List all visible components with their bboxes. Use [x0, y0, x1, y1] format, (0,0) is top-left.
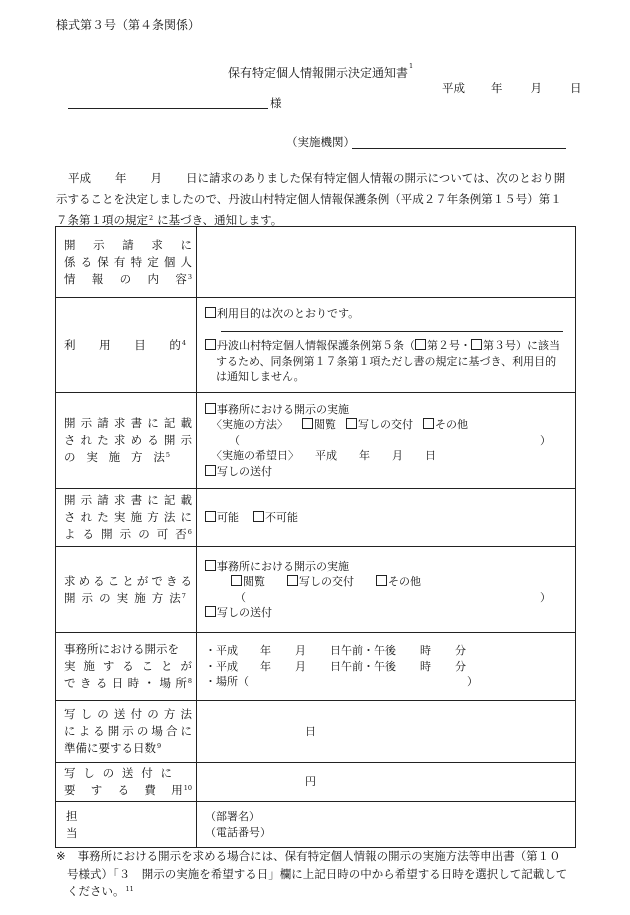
addressee-suffix: 様	[270, 96, 282, 110]
place-field[interactable]: ・場所（ ）	[205, 675, 478, 689]
value-cost[interactable]: 円	[197, 763, 576, 802]
checkbox-viewing[interactable]	[302, 418, 313, 429]
value-prep-days[interactable]: 日	[197, 701, 576, 763]
value-purpose: 利用目的は次のとおりです。 丹波山村特定個人情報保護条例第５条（ 第２号・ 第３号）に該当 するため、同条例第１７条第１項ただし書の規定に基づき、利用目的 は通知しません。	[197, 298, 576, 393]
checkbox-mail-copy-2[interactable]	[205, 606, 216, 617]
row-feasibility	[56, 489, 576, 547]
purpose-write-line[interactable]	[221, 321, 563, 332]
checkbox-purpose-withheld[interactable]	[205, 339, 216, 350]
intro-paragraph: 平成 年 月 日に請求のありました保有特定個人情報の開示については、次のとおり開 示することを決定しましたので、丹波山村特定個人情報保護条例（平成２７年条例第１５号）第１ ７条第１項の規定$^2$ に基づき、通知します。	[56, 171, 566, 227]
checkbox-clause-2[interactable]	[415, 339, 426, 350]
row-available-method	[56, 547, 576, 633]
row-datetime-place	[56, 633, 576, 701]
checkbox-possible[interactable]	[205, 511, 216, 522]
datetime-option-1: ・平成 年 月 日午前・午後 時 分	[205, 644, 466, 658]
row-cost	[56, 763, 576, 802]
value-content[interactable]	[197, 227, 576, 298]
label-cost: 写 し の 送 付 に 要 す る 費 用$^{10}$	[56, 763, 197, 802]
issue-date: 平成 年 月 日	[442, 81, 582, 95]
checkbox-copy-delivery[interactable]	[346, 418, 357, 429]
value-datetime-place	[197, 633, 576, 701]
agency-label: （実施機関）	[286, 135, 355, 149]
label-prep-days: 写 し の 送 付 の 方 法 に よ る 開 示 の 場 合 に 準備に要する日数$^9$	[56, 701, 197, 763]
value-requested-method: 事務所における開示の実施 〈実施の方法〉 閲覧 写しの交付 その他 （ ） 〈実施の希望日〉 平成 年 月 日 写しの送付	[197, 393, 576, 489]
label-contact: 担当	[56, 802, 197, 848]
checkbox-purpose-stated[interactable]	[205, 307, 216, 318]
value-available-method: 事務所における開示の実施 閲覧 写しの交付 その他 （ ） 写しの送付	[197, 547, 576, 633]
checkbox-viewing-2[interactable]	[231, 575, 242, 586]
label-requested-method: 開 示 請 求 書 に 記 載 さ れ た 求 め る 開 示 の 実 施 方 法$^5$	[56, 393, 197, 489]
footnote: ※ 事務所における開示を求める場合には、保有特定個人情報の開示の実施方法等申出書（第１０ 号様式）「３ 開示の実施を希望する日」欄に上記日時の中から希望する日時を選択して記載して ください。$^{11}$	[56, 849, 568, 898]
checkbox-office-disclosure-2[interactable]	[205, 560, 216, 571]
checkbox-office-disclosure[interactable]	[205, 403, 216, 414]
addressee-line	[68, 108, 268, 109]
checkbox-copy-delivery-2[interactable]	[287, 575, 298, 586]
value-contact	[197, 802, 576, 848]
row-prep-days	[56, 701, 576, 763]
value-feasibility: 可能 不可能	[197, 489, 576, 547]
checkbox-mail-copy[interactable]	[205, 465, 216, 476]
phone-field[interactable]: （電話番号）	[205, 825, 271, 839]
form-number: 様式第３号（第４条関係）	[56, 18, 201, 32]
disclosure-table	[55, 226, 576, 848]
row-purpose	[56, 298, 576, 393]
checkbox-other[interactable]	[423, 418, 434, 429]
label-content: 開 示 請 求 に 係 る 保 有 特 定 個 人 情 報 の 内 容$^3$	[56, 227, 197, 298]
checkbox-other-2[interactable]	[376, 575, 387, 586]
label-purpose: 利 用 目 的$^4$	[56, 298, 197, 393]
label-feasibility: 開 示 請 求 書 に 記 載 さ れ た 実 施 方 法 に よ る 開 示 の 可 否$^6$	[56, 489, 197, 547]
label-datetime-place: 事務所における開示を 実 施 す る こ と が で き る 日 時 ・ 場 所$^8$	[56, 633, 197, 701]
row-content	[56, 227, 576, 298]
checkbox-impossible[interactable]	[253, 511, 264, 522]
department-field[interactable]: （部署名）	[205, 810, 260, 824]
row-requested-method	[56, 393, 576, 489]
checkbox-clause-3[interactable]	[471, 339, 482, 350]
label-available-method: 求 め る こ と が で き る 開 示 の 実 施 方 法$^7$	[56, 547, 197, 633]
agency-line	[352, 148, 566, 149]
row-contact	[56, 802, 576, 848]
document-title: 保有特定個人情報開示決定通知書$^1$	[228, 62, 414, 80]
datetime-option-2: ・平成 年 月 日午前・午後 時 分	[205, 659, 466, 673]
